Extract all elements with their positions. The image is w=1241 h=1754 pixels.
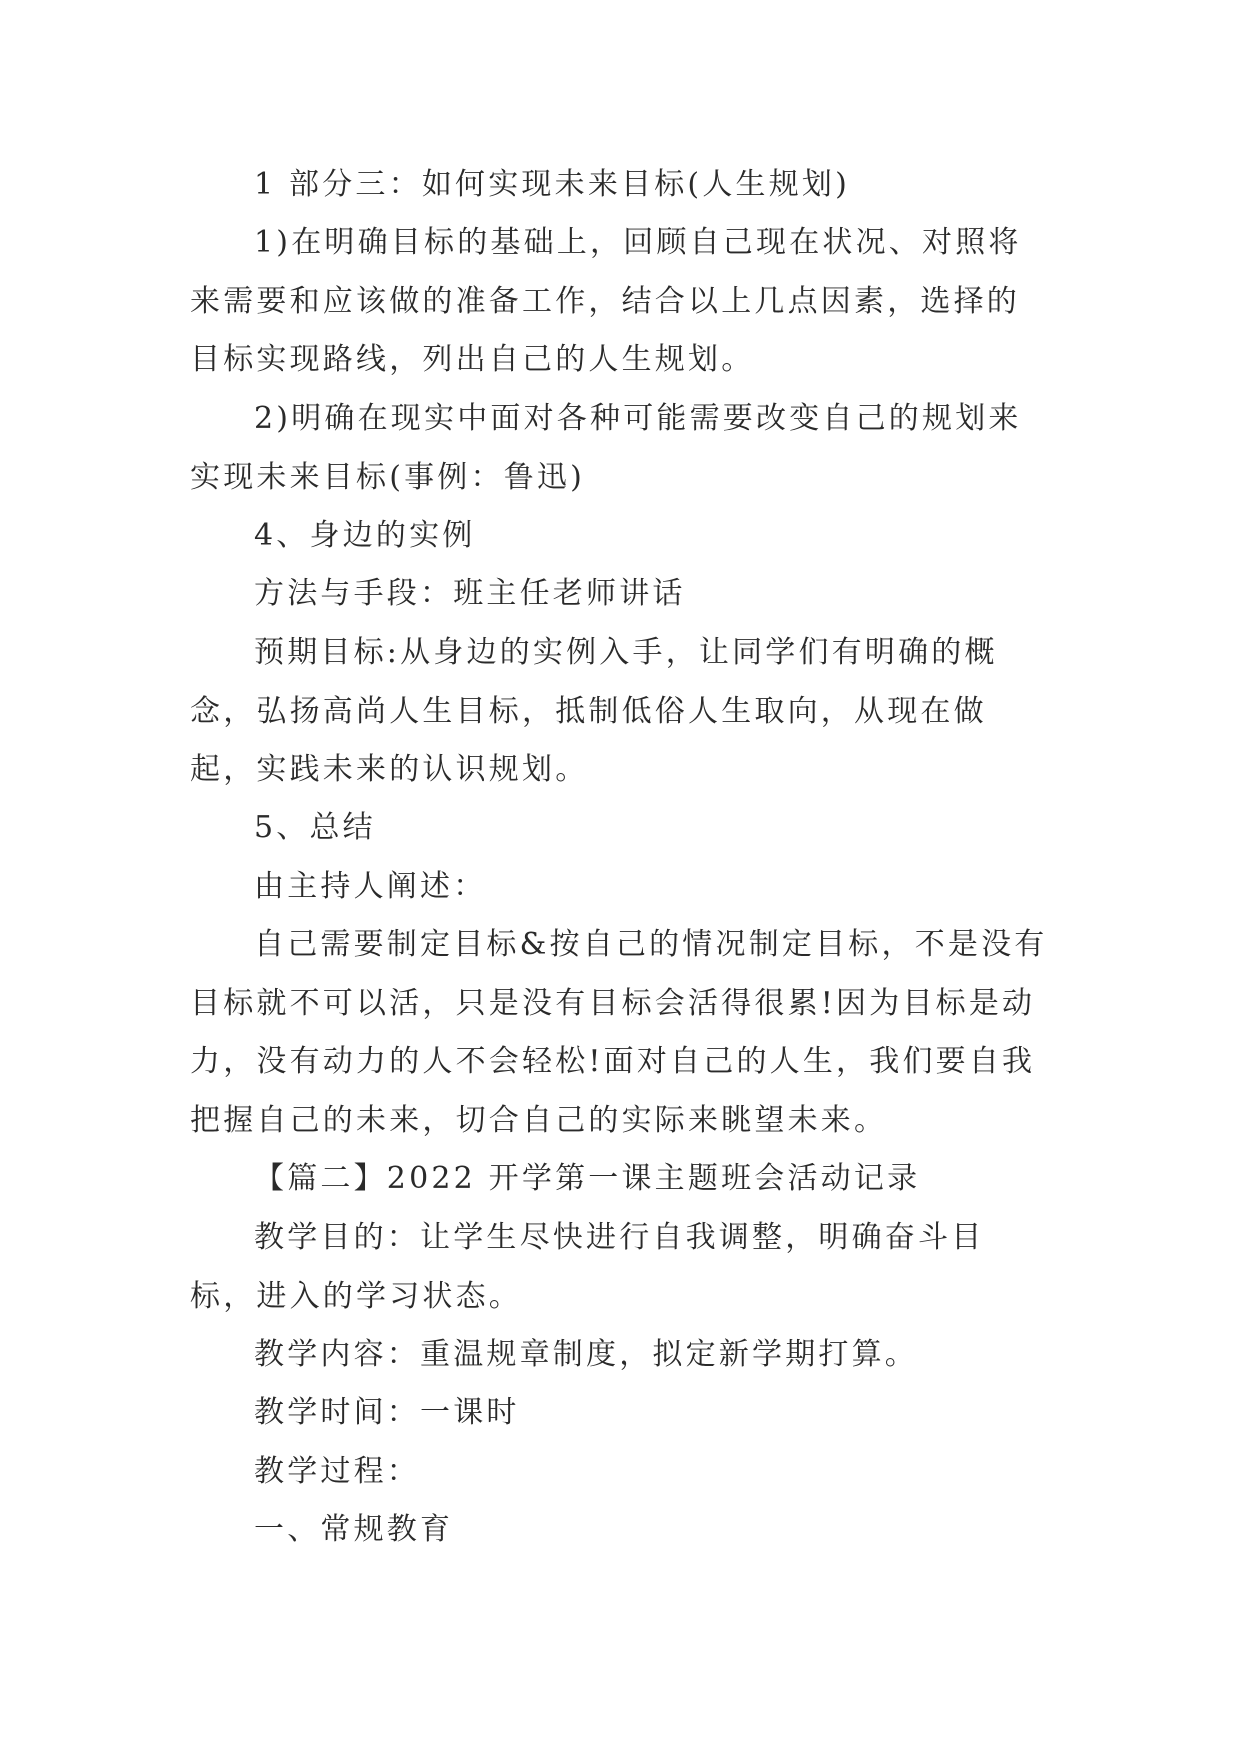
paragraph-section-4-heading: 4、身边的实例 [254,518,476,553]
paragraph-part-three-heading: 1 部分三：如何实现未来目标(人生规划) [254,167,851,202]
paragraph-teaching-time: 教学时间：一课时 [254,1395,520,1430]
paragraph-summary-body: 自己需要制定目标&按自己的情况制定目标，不是没有目标就不可以活，只是没有目标会活得很累!因为目标是动力，没有动力的人不会轻松!面对自己的人生，我们要自我把握自己的未来，切合自己的实际来眺望未来。 [190,927,1048,1138]
paragraph-teaching-purpose: 教学目的：让学生尽快进行自我调整，明确奋斗目标，进入的学习状态。 [190,1220,985,1314]
paragraph-planning-step-1: 1)在明确目标的基础上，回顾自己现在状况、对照将来需要和应该做的准备工作，结合以上几点因素，选择的目标实现路线，列出自己的人生规划。 [190,225,1022,377]
paragraph-part-two-title: 【篇二】2022 开学第一课主题班会活动记录 [254,1161,921,1196]
paragraph-expected-goal: 预期目标:从身边的实例入手，让同学们有明确的概念，弘扬高尚人生目标，抵制低俗人生取向，从现在做起，实践未来的认识规划。 [190,635,998,787]
paragraph-methods: 方法与手段：班主任老师讲话 [254,576,686,611]
paragraph-section-5-heading: 5、总结 [254,810,376,845]
paragraph-planning-step-2: 2)明确在现实中面对各种可能需要改变自己的规划来实现未来目标(事例：鲁迅) [190,401,1022,495]
paragraph-host-statement: 由主持人阐述： [254,869,487,904]
paragraph-teaching-process: 教学过程： [254,1454,420,1489]
paragraph-routine-education: 一、常规教育 [254,1512,454,1547]
paragraph-teaching-content: 教学内容：重温规章制度，拟定新学期打算。 [254,1337,918,1372]
